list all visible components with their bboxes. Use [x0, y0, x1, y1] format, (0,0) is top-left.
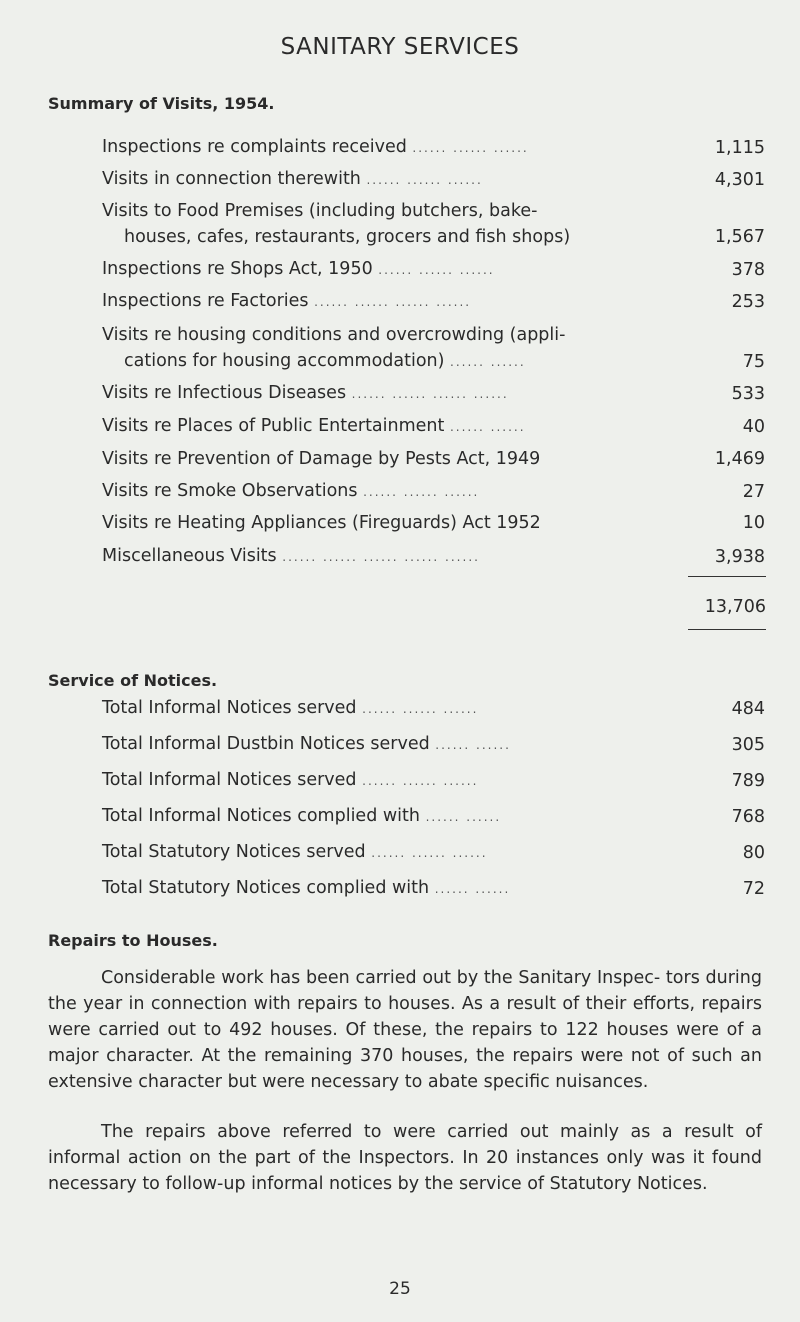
row-value: 75 [742, 352, 765, 372]
row-label: Total Informal Notices complied with [102, 806, 420, 826]
row-value: 4,301 [714, 170, 765, 190]
row-value: 1,469 [714, 449, 765, 469]
row-value: 72 [742, 879, 765, 899]
notices-row [102, 839, 765, 866]
leader-dots: ...... ...... ...... [378, 263, 495, 277]
row-value: 253 [731, 292, 765, 312]
row-label: Visits to Food Premises (including butchers, bake- [102, 201, 538, 221]
row-label: Total Informal Notices served [102, 770, 357, 790]
row-label: Inspections re complaints received [102, 137, 407, 157]
leader-dots: ...... ...... [450, 355, 526, 369]
row-label: Total Informal Dustbin Notices served [102, 734, 430, 754]
page-title: SANITARY SERVICES [280, 34, 520, 60]
notices-row [102, 803, 765, 830]
summary-total: 13,706 [704, 597, 766, 617]
leader-dots: ...... ...... ...... [366, 173, 483, 187]
row-value: 27 [742, 482, 765, 502]
summary-row [102, 322, 765, 375]
row-label: Visits re Prevention of Damage by Pests Act, 1949 [102, 449, 541, 469]
row-label: Miscellaneous Visits [102, 546, 277, 566]
leader-dots: ...... ...... ...... ...... ...... [282, 550, 480, 564]
row-value: 484 [731, 699, 765, 719]
summary-row [102, 446, 765, 472]
row-label: Inspections re Factories [102, 291, 309, 311]
row-label: Visits re Heating Appliances (Fireguards) Act 1952 [102, 513, 541, 533]
leader-dots: ...... ...... [434, 882, 511, 896]
summary-row [102, 134, 765, 161]
leader-dots: ...... ...... ...... [362, 702, 479, 716]
leader-dots: ...... ...... ...... [412, 141, 529, 155]
total-rule-bottom [688, 629, 766, 630]
row-label: Total Statutory Notices complied with [102, 878, 430, 898]
row-label: Visits re Places of Public Entertainment [102, 416, 445, 436]
row-value: 789 [731, 771, 765, 791]
summary-row [102, 288, 765, 315]
summary-row [102, 198, 765, 250]
leader-dots: ...... ...... [449, 420, 526, 434]
summary-heading: Summary of Visits, 1954. [48, 94, 275, 113]
row-value: 40 [742, 417, 765, 437]
row-label-continuation: cations for housing accommodation) [124, 351, 445, 371]
row-label-continuation: houses, cafes, restaurants, grocers and fish shops) [124, 227, 571, 247]
notices-row [102, 767, 765, 794]
notices-row [102, 695, 765, 722]
repairs-heading: Repairs to Houses. [48, 931, 218, 950]
row-value: 3,938 [714, 547, 765, 567]
page-number: 25 [389, 1279, 411, 1299]
row-value: 80 [742, 843, 765, 863]
notices-row [102, 875, 765, 902]
repairs-paragraph [48, 1119, 762, 1197]
row-label: Total Informal Notices served [102, 698, 357, 718]
summary-row [102, 256, 765, 283]
paragraph-text: The repairs above referred to were carried out mainly as a result of informal action on the part of the Inspectors. In 20 instances only was it found necessary to follow-up informal notices by the service of Statutory Notices. [48, 1122, 762, 1194]
summary-row [102, 478, 765, 505]
total-rule-top [688, 576, 766, 577]
row-value: 533 [731, 384, 765, 404]
paragraph-text: Considerable work has been carried out by the Sanitary Inspec- tors during the year in connection with repairs to houses. As a result of their efforts, repairs were carried out to 492 houses. Of these, the repairs to 122 houses were of a major character. At the remaining 370 houses, the repairs were not of such an extensive character but were necessary to abate specific nuisances. [48, 968, 762, 1092]
leader-dots: ...... ...... [425, 810, 502, 824]
leader-dots: ...... ...... [435, 738, 511, 752]
row-label: Visits re Infectious Diseases [102, 383, 347, 403]
row-label: Visits re Smoke Observations [102, 481, 358, 501]
summary-row [102, 166, 765, 193]
leader-dots: ...... ...... ...... [371, 846, 488, 860]
leader-dots: ...... ...... ...... [362, 774, 479, 788]
row-value: 378 [731, 260, 765, 280]
row-label: Visits in connection therewith [102, 169, 361, 189]
summary-row [102, 543, 765, 570]
summary-row [102, 380, 765, 407]
row-value: 1,115 [714, 138, 765, 158]
row-value: 305 [731, 735, 765, 755]
row-label: Visits re housing conditions and overcrowding (appli- [102, 325, 566, 345]
row-value: 10 [742, 513, 765, 533]
leader-dots: ...... ...... ...... [363, 485, 480, 499]
row-label: Inspections re Shops Act, 1950 [102, 259, 373, 279]
row-value: 768 [731, 807, 765, 827]
summary-row [102, 413, 765, 440]
leader-dots: ...... ...... ...... ...... [351, 387, 509, 401]
repairs-paragraph [48, 965, 762, 1095]
notices-row [102, 731, 765, 758]
row-value: 1,567 [714, 227, 765, 247]
leader-dots: ...... ...... ...... ...... [314, 295, 472, 309]
notices-heading: Service of Notices. [48, 671, 218, 690]
row-label: Total Statutory Notices served [102, 842, 366, 862]
summary-row [102, 510, 765, 536]
